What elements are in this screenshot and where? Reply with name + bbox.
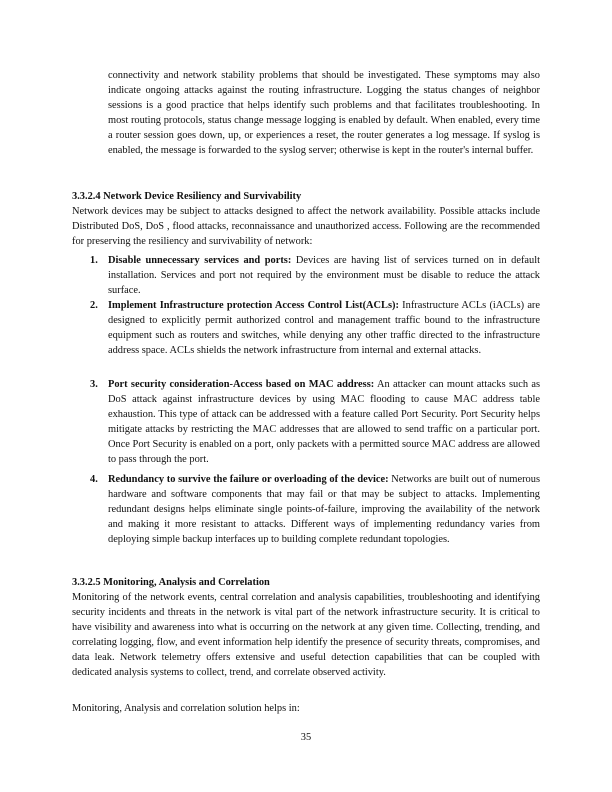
list-item-body [108, 472, 540, 547]
list-item-number: 2. [90, 300, 98, 311]
list-item-text: Devices are having list of services turned on in default installation. Services and port not required by the environment must be disable to reduce the attack surface. [108, 255, 540, 297]
list-item [90, 472, 540, 547]
list-item [90, 377, 540, 468]
list-item-text: Networks are built out of numerous hardware and software components that may fail or that may be subject to attacks. Implementing redundant designs helps eliminate single points-of-failure, improving the availability of the network and making it more resistant to attacks. Different ways of implementing redundancy varies from deploying simple backup interfaces up to building complete redundant topologies. [108, 474, 540, 546]
section-3324-paragraph: Network devices may be subject to attacks designed to affect the network availability. Possible attacks include Distributed DoS, DoS , flood attacks, reconnaissance and unauthorized access. Following are the recommended for preserving the resiliency and survivability of network: [72, 206, 540, 248]
list-item-number: 4. [90, 474, 98, 485]
list-item-title: Disable unnecessary services and ports: [108, 255, 292, 266]
section-3324-heading: 3.3.2.4 Network Device Resiliency and Survivability [72, 191, 302, 202]
list-item-text: Infrastructure ACLs (iACLs) are designed to explicitly permit authorized control and management traffic bound to the infrastructure equipment such as routers and switches, while denying any other traffic directed to the infrastructure address space. ACLs shields the network infrastructure from internal and external attacks. [108, 300, 540, 357]
list-item-title: Redundancy to survive the failure or overloading of the device: [108, 474, 389, 485]
list-item [90, 298, 540, 358]
section-3325-heading: 3.3.2.5 Monitoring, Analysis and Correlation [72, 577, 270, 588]
intro-paragraph: connectivity and network stability problems that should be investigated. These symptoms may also indicate ongoing attacks against the routing infrastructure. Logging the status changes of neighbor sessions is a good practice that helps identify such problems and that facilitates troubleshooting. In most routing protocols, status change message logging is enabled by default. When enabled, every time a router session goes down, up, or experiences a reset, the router generates a log message. If syslog is enabled, the message is forwarded to the syslog server; otherwise is kept in the router's internal buffer. [108, 70, 540, 157]
list-item-body [108, 298, 540, 358]
section-3325-paragraph: Monitoring of the network events, central correlation and analysis capabilities, troubleshooting and identifying security incidents and threats in the network is vital part of the network infrastructure security. It is critical to have visibility and awareness into what is occurring on the network at any given time. Collecting, trending, and correlating logging, flow, and event information help identify the presence of security threats, compromises, and data leak. Network telemetry offers extensive and useful detection capabilities that can be coupled with dedicated analysis systems to collect, trend, and correlate observed activity. [72, 592, 540, 679]
list-item-body [108, 377, 540, 468]
list-item-title: Port security consideration-Access based on MAC address: [108, 379, 375, 390]
page-number: 35 [300, 732, 312, 743]
list-item-title: Implement Infrastructure protection Access Control List(ACLs): [108, 300, 399, 311]
section-3325-closing-line: Monitoring, Analysis and correlation solution helps in: [72, 703, 300, 714]
list-item-number: 3. [90, 379, 98, 390]
list-item-text: An attacker can mount attacks such as DoS attack against infrastructure devices by using MAC flooding to cause MAC address table exhaustion. This type of attack can be addressed with a feature called Port Security. Port Security helps mitigate attacks by restricting the MAC addresses that are allowed to send traffic on a particular port. Once Port Security is enabled on a port, only packets with a permitted source MAC address are allowed to pass through the port. [108, 379, 541, 466]
list-item-body [108, 253, 540, 298]
list-item-number: 1. [90, 255, 98, 266]
list-item [90, 253, 540, 298]
